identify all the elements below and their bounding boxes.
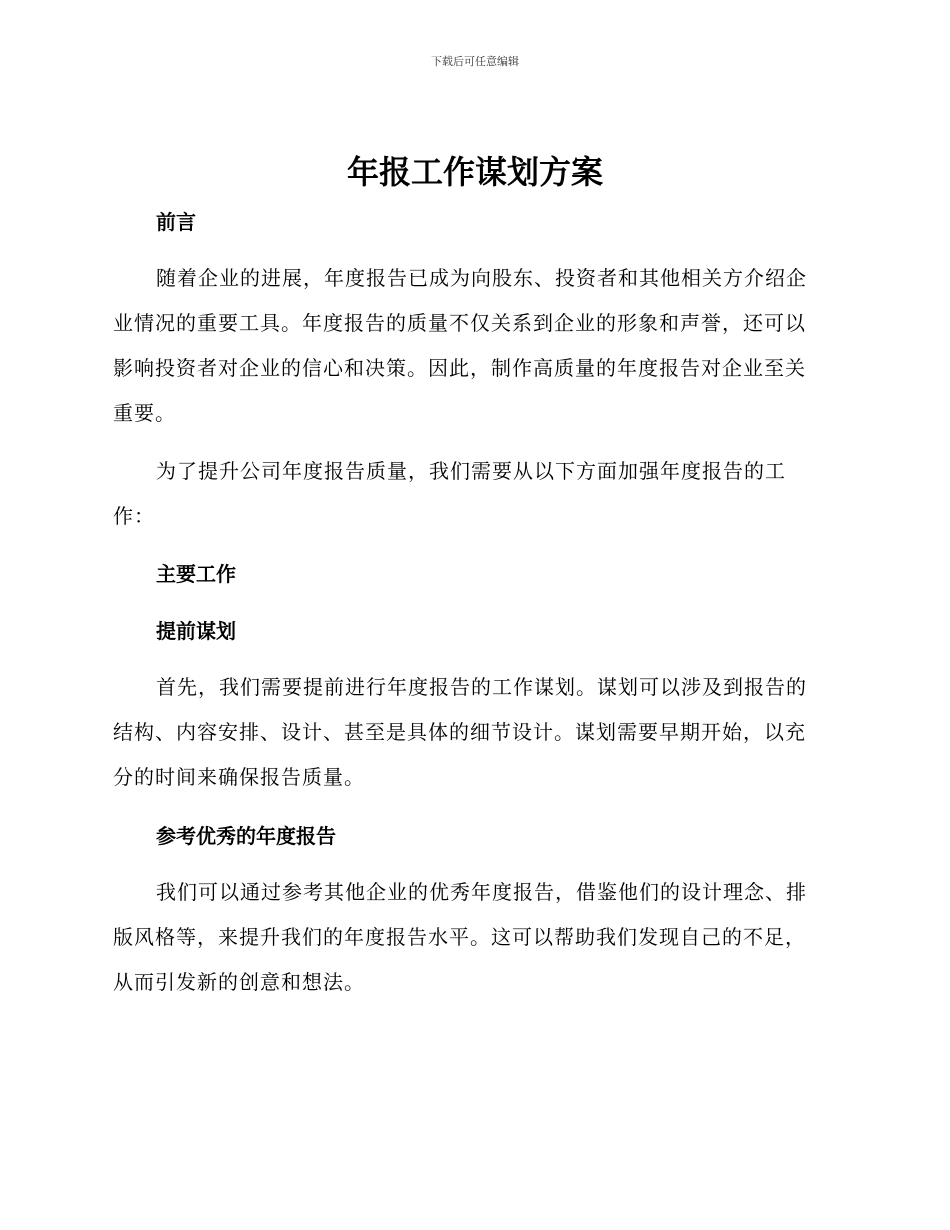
paragraph-preface-goal xyxy=(113,449,831,539)
paragraph-line: 结构、内容安排、设计、甚至是具体的细节设计。谋划需要早期开始，以充 xyxy=(113,720,806,744)
paragraph-line: 我们可以通过参考其他企业的优秀年度报告，借鉴他们的设计理念、排 xyxy=(156,880,807,904)
paragraph-reference-reports xyxy=(113,870,831,1005)
section-heading-advance-planning: 提前谋划 xyxy=(156,619,236,643)
paragraph-line: 版风格等，来提升我们的年度报告水平。这可以帮助我们发现自己的不足， xyxy=(113,925,806,949)
paragraph-advance-planning xyxy=(113,665,831,800)
paragraph-line: 从而引发新的创意和想法。 xyxy=(113,970,365,994)
paragraph-line: 为了提升公司年度报告质量，我们需要从以下方面加强年度报告的工 xyxy=(156,459,786,483)
paragraph-line: 作： xyxy=(113,504,155,528)
paragraph-line: 随着企业的进展，年度报告已成为向股东、投资者和其他相关方介绍企 xyxy=(156,266,807,290)
paragraph-line: 业情况的重要工具。年度报告的质量不仅关系到企业的形象和声誉，还可以 xyxy=(113,311,806,335)
paragraph-preface-intro xyxy=(113,256,831,436)
document-title: 年报工作谋划方案 xyxy=(346,153,603,191)
section-heading-reference-reports: 参考优秀的年度报告 xyxy=(156,824,336,848)
paragraph-line: 首先，我们需要提前进行年度报告的工作谋划。谋划可以涉及到报告的 xyxy=(156,675,807,699)
page-header-note: 下载后可任意编辑 xyxy=(431,55,519,68)
section-heading-main-work: 主要工作 xyxy=(156,562,236,586)
paragraph-line: 重要。 xyxy=(113,401,176,425)
paragraph-line: 分的时间来确保报告质量。 xyxy=(113,765,365,789)
section-heading-preface: 前言 xyxy=(156,210,196,234)
paragraph-line: 影响投资者对企业的信心和决策。因此，制作高质量的年度报告对企业至关 xyxy=(113,356,806,380)
